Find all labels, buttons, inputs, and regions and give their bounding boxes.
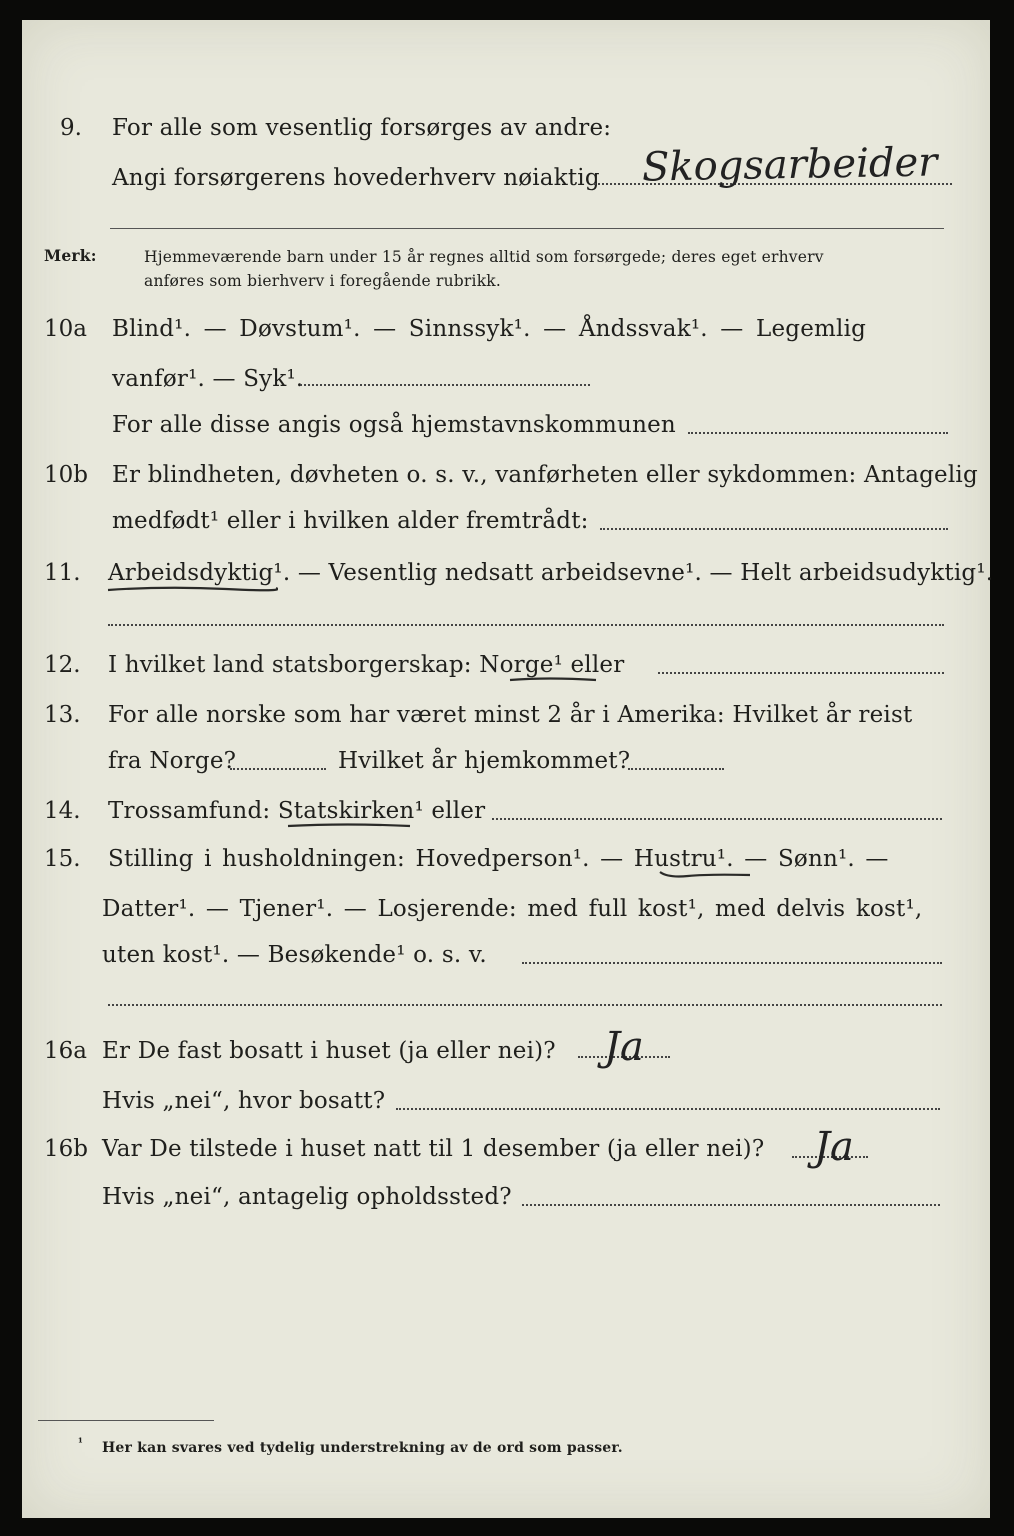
q13-line1: For alle norske som har været minst 2 år i Amerika: Hvilket år reist [108,702,913,728]
q15-underline-mark [658,868,754,882]
q12-underline-mark [508,674,600,686]
q15-number: 15. [44,846,81,872]
q16b-number: 16b [44,1136,88,1162]
merk-line1: Hjemmeværende barn under 15 år regnes alltid som forsørgede; deres eget erhverv [144,248,824,266]
q13-number: 13. [44,702,81,728]
census-form-page [22,20,994,1518]
q10a-line1: Blind¹. — Døvstum¹. — Sinnssyk¹. — Åndssvak¹. — Legemlig [112,316,867,342]
q16b-handwritten-answer: Ja [814,1124,854,1170]
section-divider [110,228,944,229]
q15-line3: uten kost¹. — Besøkende¹ o. s. v. [102,942,487,968]
q13-line2a: fra Norge? [108,748,237,774]
q11-line1: Arbeidsdyktig¹. — Vesentlig nedsatt arbeidsevne¹. — Helt arbeidsudyktig¹. [108,560,994,586]
q14-number: 14. [44,798,81,824]
q16a-handwritten-answer: Ja [604,1024,644,1070]
footnote-text: Her kan svares ved tydelig understrekning av de ord som passer. [102,1440,623,1456]
q9-number: 9. [60,115,82,141]
q11-answer-line [108,624,944,626]
q11-underline-mark [106,582,278,596]
q10a-number: 10a [44,316,87,342]
q10b-number: 10b [44,462,88,488]
q14-line1: Trossamfund: Statskirken¹ eller [108,798,486,824]
q10b-line1: Er blindheten, døvheten o. s. v., vanførheten eller sykdommen: Antagelig [112,462,978,488]
merk-line2: anføres som bierhverv i foregående rubrikk. [144,272,502,290]
q14-underline-mark [286,820,414,832]
footnote-marker: ¹ [78,1436,84,1449]
q14-answer-line [492,818,942,820]
q9-line2: Angi forsørgerens hovederhverv nøiaktig [112,165,600,191]
q12-line1: I hvilket land statsborgerskap: Norge¹ eller [108,652,625,678]
q9-handwritten-answer: Skogsarbeider [641,139,938,191]
q16a-number: 16a [44,1038,87,1064]
q10a-line3: For alle disse angis også hjemstavnskommunen [112,412,676,438]
q12-answer-line [658,672,944,674]
q16a-line1: Er De fast bosatt i huset (ja eller nei)? [102,1038,556,1064]
q16a-bosatt-line [396,1108,940,1110]
merk-label: Merk: [44,246,97,265]
q16b-opholdssted-line [522,1204,940,1206]
q13-line2b: Hvilket år hjemkommet? [338,748,631,774]
q10b-line2: medfødt¹ eller i hvilken alder fremtrådt: [112,508,589,534]
q10a-kommune-line [688,432,948,434]
q15-answer-line [522,962,942,964]
q15-extra-line [108,1004,942,1006]
q16b-line1: Var De tilstede i huset natt til 1 desember (ja eller nei)? [102,1136,765,1162]
q15-line2: Datter¹. — Tjener¹. — Losjerende: med full kost¹, med delvis kost¹, [102,896,923,922]
footnote-rule [38,1420,214,1421]
q10b-answer-line [600,528,948,530]
q16b-line2: Hvis „nei“, antagelig opholdssted? [102,1184,512,1210]
q13-reist-line [230,768,326,770]
q16a-line2: Hvis „nei“, hvor bosatt? [102,1088,386,1114]
q9-line1: For alle som vesentlig forsørges av andre: [112,115,612,141]
q13-hjemkommet-line [628,768,724,770]
q15-line1: Stilling i husholdningen: Hovedperson¹. — Hustru¹. — Sønn¹. — [108,846,889,872]
q10a-answer-line [300,384,590,386]
q12-number: 12. [44,652,81,678]
q10a-line2: vanfør¹. — Syk¹. [112,366,304,392]
q11-number: 11. [44,560,81,586]
